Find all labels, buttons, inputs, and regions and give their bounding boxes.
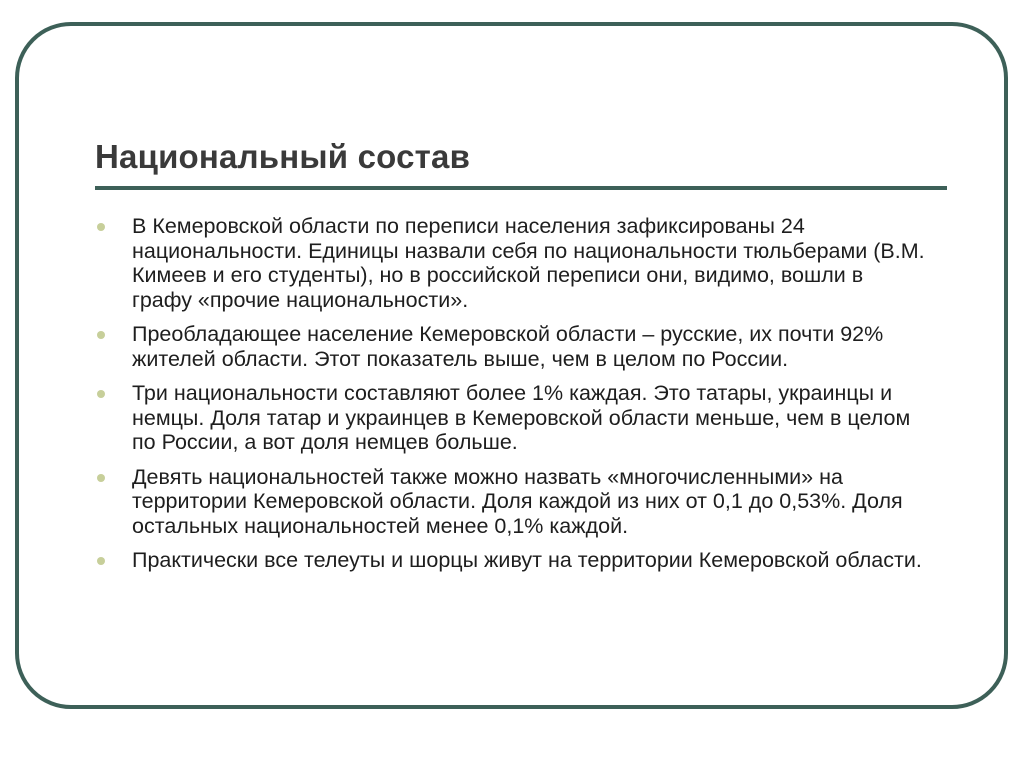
bullet-dot-icon [97,474,105,482]
bullet-dot-icon [97,331,105,339]
bullet-text: Три национальности составляют более 1% каждая. Это татары, украинцы и немцы. Доля татар и украинцев в Кемеровской области меньше, чем в целом по России, а вот доля немцев больше. [132,381,911,454]
title-divider [95,186,947,190]
bullet-dot-icon [97,390,105,398]
bullet-text: В Кемеровской области по переписи населения зафиксированы 24 национальности. Единицы назвали себя по национальности тюльберами (В.М. Кимеев и его студенты), но в российской переписи они, видимо, вошли в графу «прочие национальности». [132,214,925,312]
bullet-dot-icon [97,223,105,231]
slide-title: Национальный состав [95,138,471,175]
bullet-item [96,214,926,312]
bullet-list [96,214,926,583]
bullet-text: Преобладающее население Кемеровской области – русские, их почти 92% жителей области. Этот показатель выше, чем в целом по России. [132,322,884,371]
bullet-item [96,322,926,371]
bullet-text: Девять национальностей также можно назвать «многочисленными» на территории Кемеровской области. Доля каждой из них от 0,1 до 0,53%. Доля остальных национальностей менее 0,1% каждой. [132,464,903,538]
bullet-text: Практически все телеуты и шорцы живут на территории Кемеровской области. [132,548,922,572]
bullet-item [96,465,926,539]
bullet-dot-icon [97,557,105,565]
bullet-item [96,381,926,455]
bullet-item [96,548,926,573]
